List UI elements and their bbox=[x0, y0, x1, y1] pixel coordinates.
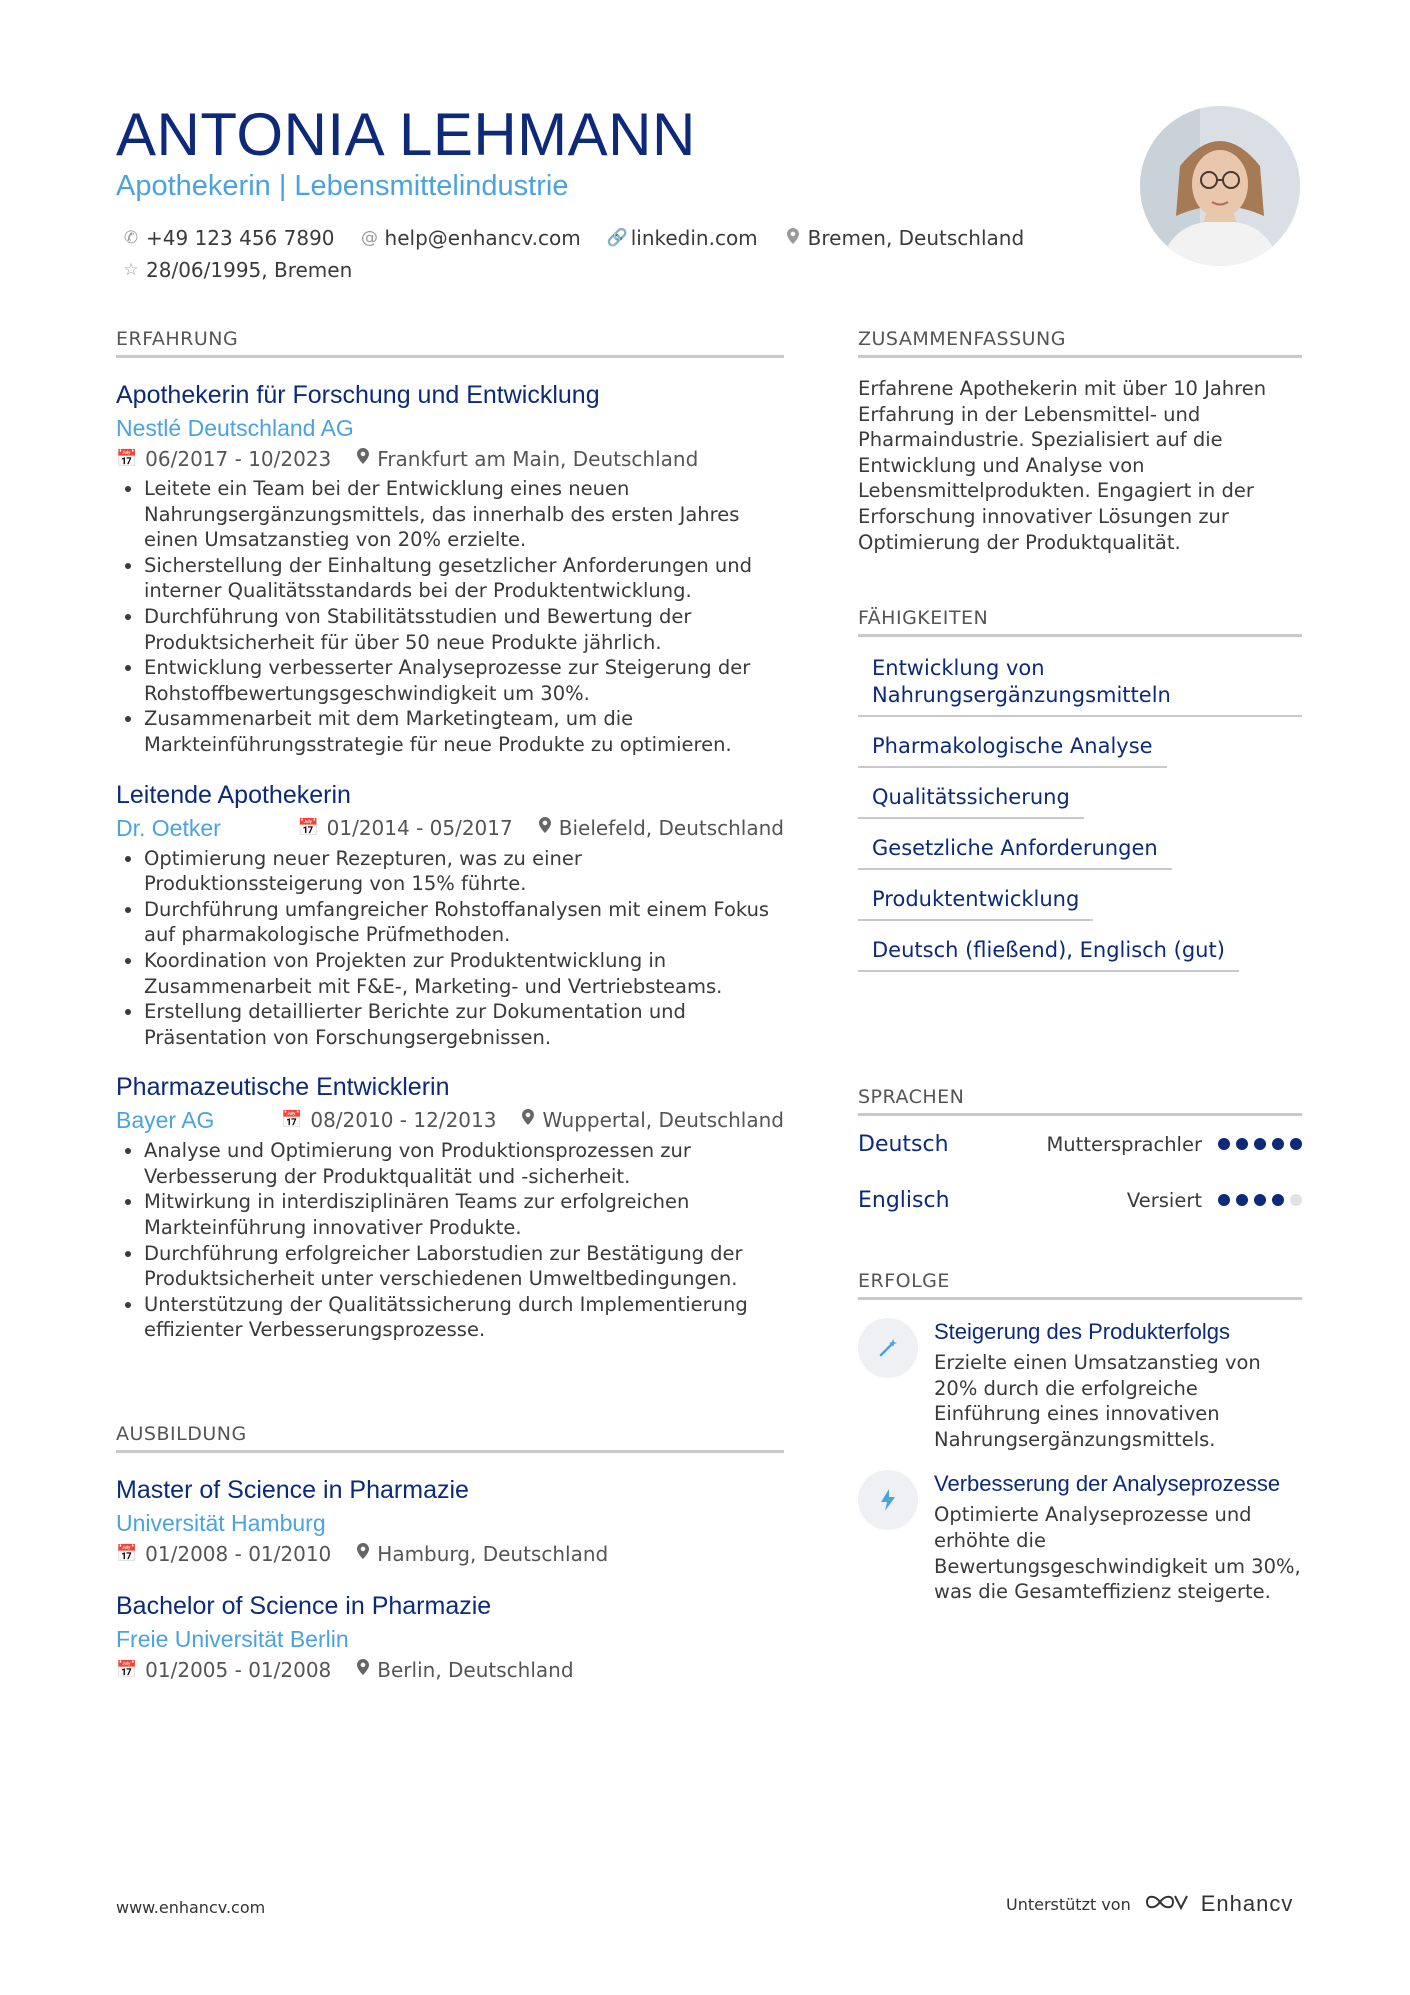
school-name: Freie Universität Berlin bbox=[116, 1626, 349, 1652]
list-item: • Durchführung umfangreicher Rohstoffanalysen mit einem Fokus auf pharmakologische Prüfmethoden. bbox=[144, 897, 784, 948]
location-pin-icon bbox=[357, 444, 369, 474]
language-row bbox=[858, 1172, 1302, 1228]
job-meta: 📅 06/2017 - 10/2023 Frankfurt am Main, Deutschland bbox=[116, 444, 784, 474]
list-item: • Zusammenarbeit mit dem Marketingteam, um die Markteinführungsstrategie für neue Produkte zu optimieren. bbox=[144, 706, 784, 757]
summary-text: Erfahrene Apothekerin mit über 10 Jahren Erfahrung in der Lebensmittel- und Pharmaindustrie. Spezialisiert auf die Entwicklung und Analyse von Lebensmittelprodukten. Engagiert in der Erforschung innovativer Lösungen zur Optimierung der Produktqualität. bbox=[858, 377, 1267, 554]
skills-section bbox=[858, 606, 1302, 984]
skill-tag: Qualitätssicherung bbox=[858, 780, 1084, 819]
experience-section bbox=[116, 327, 784, 1343]
achievement-title: Steigerung des Produkterfolgs bbox=[934, 1319, 1230, 1344]
rating-dot-empty bbox=[1290, 1194, 1302, 1206]
contact-phone[interactable]: ✆ +49 123 456 7890 bbox=[123, 226, 335, 250]
location-pin-icon bbox=[357, 1539, 369, 1569]
skill-tag: Produktentwicklung bbox=[858, 882, 1093, 921]
language-rating bbox=[1218, 1138, 1302, 1150]
job-company: Bayer AG bbox=[116, 1107, 215, 1134]
job-meta: 📅 01/2014 - 05/2017 Bielefeld, Deutschland bbox=[297, 813, 784, 843]
achievement-item bbox=[858, 1470, 1302, 1604]
link-icon: 🔗 bbox=[606, 228, 628, 248]
school-name: Universität Hamburg bbox=[116, 1510, 326, 1536]
skills-list bbox=[858, 651, 1302, 984]
list-item: • Koordination von Projekten zur Produktentwicklung in Zusammenarbeit mit F&E-, Marketing- und Vertriebsteams. bbox=[144, 948, 784, 999]
footer-website[interactable]: www.enhancv.com bbox=[116, 1898, 266, 1917]
list-item: • Leitete ein Team bei der Entwicklung eines neuen Nahrungsergänzungsmittels, das innerhalb des ersten Jahres einen Umsatzanstieg von 20% erzielte. bbox=[144, 476, 784, 553]
job-meta: 📅 08/2010 - 12/2013 Wuppertal, Deutschland bbox=[281, 1105, 784, 1135]
calendar-icon: 📅 bbox=[281, 1110, 303, 1131]
achievement-text: Optimierte Analyseprozesse und erhöhte die Bewertungsgeschwindigkeit um 30%, was die Gesamteffizienz steigerte. bbox=[934, 1503, 1301, 1604]
skill-tag: Entwicklung von Nahrungsergänzungsmitteln bbox=[858, 651, 1302, 717]
achievement-text: Erzielte einen Umsatzanstieg von 20% durch die erfolgreiche Einführung eines innovativen Nahrungsergänzungsmittels. bbox=[934, 1351, 1261, 1451]
location-pin-icon bbox=[539, 813, 551, 843]
list-item: • Erstellung detaillierter Berichte zur Dokumentation und Präsentation von Forschungsergebnissen. bbox=[144, 999, 784, 1050]
rating-dot-filled bbox=[1254, 1138, 1266, 1150]
education-meta: 📅 01/2008 - 01/2010 Hamburg, Deutschland bbox=[116, 1539, 784, 1569]
language-name: Deutsch bbox=[858, 1131, 949, 1157]
rating-dot-filled bbox=[1218, 1194, 1230, 1206]
language-row bbox=[858, 1116, 1302, 1172]
star-icon: ☆ bbox=[123, 260, 139, 280]
job-title: Leitende Apothekerin bbox=[116, 780, 351, 809]
skills-heading: FÄHIGKEITEN bbox=[858, 606, 1302, 637]
calendar-icon: 📅 bbox=[116, 1544, 138, 1564]
lightning-icon bbox=[858, 1470, 918, 1530]
location-pin-icon bbox=[784, 228, 802, 249]
skill-tag: Pharmakologische Analyse bbox=[858, 729, 1167, 768]
phone-icon: ✆ bbox=[123, 228, 139, 248]
language-rating bbox=[1218, 1194, 1302, 1206]
rating-dot-filled bbox=[1272, 1138, 1284, 1150]
summary-section bbox=[858, 327, 1302, 555]
location-pin-icon bbox=[522, 1105, 534, 1135]
education-section bbox=[116, 1422, 784, 1685]
degree-title: Bachelor of Science in Pharmazie bbox=[116, 1592, 492, 1620]
footer-branding bbox=[1006, 1890, 1293, 1918]
candidate-name: ANTONIA LEHMANN bbox=[116, 101, 696, 168]
rating-dot-filled bbox=[1236, 1194, 1248, 1206]
skill-tag: Gesetzliche Anforderungen bbox=[858, 831, 1172, 870]
list-item: • Analyse und Optimierung von Produktionsprozessen zur Verbesserung der Produktqualität und -sicherheit. bbox=[144, 1138, 784, 1189]
brand-name: Enhancv bbox=[1200, 1891, 1294, 1916]
rating-dot-filled bbox=[1218, 1138, 1230, 1150]
achievements-heading: ERFOLGE bbox=[858, 1269, 1302, 1300]
list-item: • Entwicklung verbesserter Analyseprozesse zur Steigerung der Rohstoffbewertungsgeschwindigkeit um 30%. bbox=[144, 655, 784, 706]
job-bullets bbox=[116, 476, 784, 758]
job-title: Pharmazeutische Entwicklerin bbox=[116, 1073, 450, 1102]
achievement-item bbox=[858, 1318, 1302, 1452]
contact-linkedin[interactable]: 🔗 linkedin.com bbox=[606, 226, 758, 250]
job-title: Apothekerin für Forschung und Entwicklung bbox=[116, 381, 600, 409]
contact-birth: ☆ 28/06/1995, Bremen bbox=[123, 258, 353, 282]
languages-section bbox=[858, 1085, 1302, 1228]
job-company: Nestlé Deutschland AG bbox=[116, 415, 354, 441]
list-item: • Mitwirkung in interdisziplinären Teams zur erfolgreichen Markteinführung innovativer Produkte. bbox=[144, 1189, 784, 1240]
rating-dot-filled bbox=[1272, 1194, 1284, 1206]
calendar-icon: 📅 bbox=[116, 449, 138, 469]
education-entry bbox=[116, 1589, 784, 1685]
contact-info bbox=[122, 222, 1042, 286]
at-icon: @ bbox=[361, 228, 379, 248]
education-heading: AUSBILDUNG bbox=[116, 1422, 784, 1453]
job-bullets bbox=[116, 1138, 784, 1343]
job-entry bbox=[116, 778, 784, 1051]
experience-heading: ERFAHRUNG bbox=[116, 327, 784, 358]
powered-by-label: Unterstützt von bbox=[1006, 1894, 1131, 1914]
list-item: • Durchführung erfolgreicher Laborstudien zur Bestätigung der Produktsicherheit unter verschiedenen Umweltbedingungen. bbox=[144, 1241, 784, 1292]
achievement-title: Verbesserung der Analyseprozesse bbox=[934, 1471, 1281, 1497]
skill-tag: Deutsch (fließend), Englisch (gut) bbox=[858, 933, 1239, 972]
achievements-section bbox=[858, 1269, 1302, 1605]
degree-title: Master of Science in Pharmazie bbox=[116, 1476, 469, 1504]
education-entry bbox=[116, 1473, 784, 1569]
language-level: Muttersprachler bbox=[1046, 1132, 1202, 1156]
calendar-icon: 📅 bbox=[297, 817, 319, 838]
profile-photo bbox=[1140, 106, 1300, 266]
contact-email[interactable]: @ help@enhancv.com bbox=[361, 226, 581, 250]
language-level: Versiert bbox=[1126, 1188, 1202, 1212]
job-entry bbox=[116, 1070, 784, 1343]
rating-dot-filled bbox=[1290, 1138, 1302, 1150]
contact-location: Bremen, Deutschland bbox=[784, 226, 1024, 250]
list-item: • Sicherstellung der Einhaltung gesetzlicher Anforderungen und interner Qualitätsstandards bei der Produktentwicklung. bbox=[144, 553, 784, 604]
education-meta: 📅 01/2005 - 01/2008 Berlin, Deutschland bbox=[116, 1655, 784, 1685]
languages-heading: SPRACHEN bbox=[858, 1085, 1302, 1116]
location-pin-icon bbox=[357, 1655, 369, 1685]
language-name: Englisch bbox=[858, 1187, 950, 1213]
rating-dot-filled bbox=[1236, 1138, 1248, 1150]
candidate-subtitle: Apothekerin | Lebensmittelindustrie bbox=[116, 170, 569, 202]
magic-wand-icon bbox=[858, 1318, 918, 1378]
enhancv-logo-icon bbox=[1143, 1890, 1189, 1918]
list-item: • Unterstützung der Qualitätssicherung durch Implementierung effizienter Verbesserungsprozesse. bbox=[144, 1292, 784, 1343]
summary-heading: ZUSAMMENFASSUNG bbox=[858, 327, 1302, 358]
job-company: Dr. Oetker bbox=[116, 814, 221, 841]
calendar-icon: 📅 bbox=[116, 1660, 138, 1680]
list-item: • Durchführung von Stabilitätsstudien und Bewertung der Produktsicherheit für über 50 neue Produkte jährlich. bbox=[144, 604, 784, 655]
job-bullets bbox=[116, 846, 784, 1051]
job-entry bbox=[116, 378, 784, 758]
rating-dot-filled bbox=[1254, 1194, 1266, 1206]
list-item: • Optimierung neuer Rezepturen, was zu einer Produktionssteigerung von 15% führte. bbox=[144, 846, 784, 897]
